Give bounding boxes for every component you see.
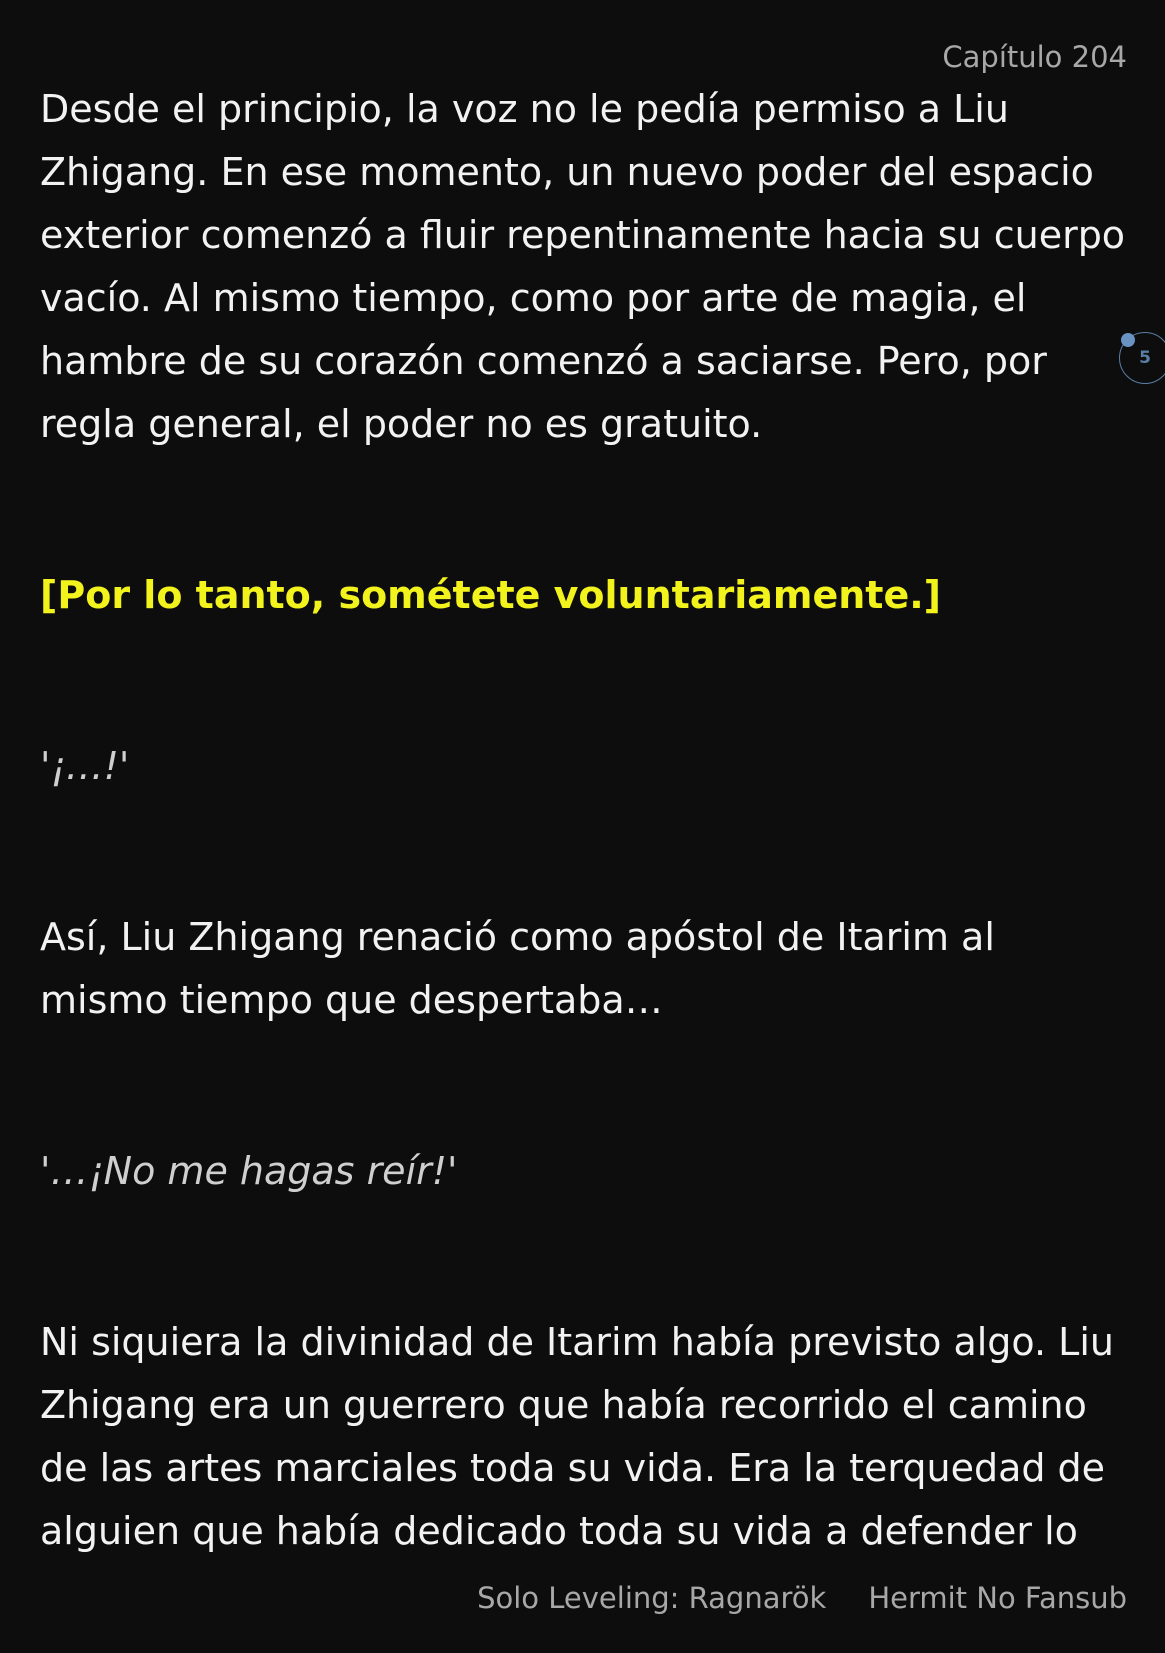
paragraph-spacer — [40, 1203, 1130, 1311]
translator-credit: Hermit No Fansub — [868, 1581, 1127, 1615]
paragraph-3: Ni siquiera la divinidad de Itarim había previsto algo. Liu Zhigang era un guerrero que había recorrido el camino de las artes marciales toda su vida. Era la terquedad de alguien que había dedicado toda su vida a defender lo — [40, 1320, 1114, 1553]
paragraph-spacer — [40, 1032, 1130, 1140]
footer — [477, 1581, 1127, 1615]
reading-content — [40, 78, 1130, 1563]
system-message: [Por lo tanto, sométete voluntariamente.] — [40, 573, 942, 617]
paragraph-1: Desde el principio, la voz no le pedía permiso a Liu Zhigang. En ese momento, un nuevo poder del espacio exterior comenzó a fluir repentinamente hacia su cuerpo vacío. Al mismo tiempo, como por arte de magia, el hambre de su corazón comenzó a saciarse. Pero, por regla general, el poder no es gratuito. — [40, 87, 1126, 446]
comment-count-badge[interactable]: 5 — [1119, 332, 1165, 384]
paragraph-spacer — [40, 798, 1130, 906]
paragraph-spacer — [40, 627, 1130, 735]
notification-dot-icon — [1121, 333, 1135, 347]
paragraph-2: Así, Liu Zhigang renació como apóstol de Itarim al mismo tiempo que despertaba… — [40, 915, 995, 1022]
chapter-title: Capítulo 204 — [942, 40, 1127, 74]
inner-thought-2: '…¡No me hagas reír!' — [40, 1149, 458, 1193]
inner-thought-1: '¡…!' — [40, 744, 130, 788]
book-title: Solo Leveling: Ragnarök — [477, 1581, 827, 1615]
paragraph-spacer — [40, 456, 1130, 564]
